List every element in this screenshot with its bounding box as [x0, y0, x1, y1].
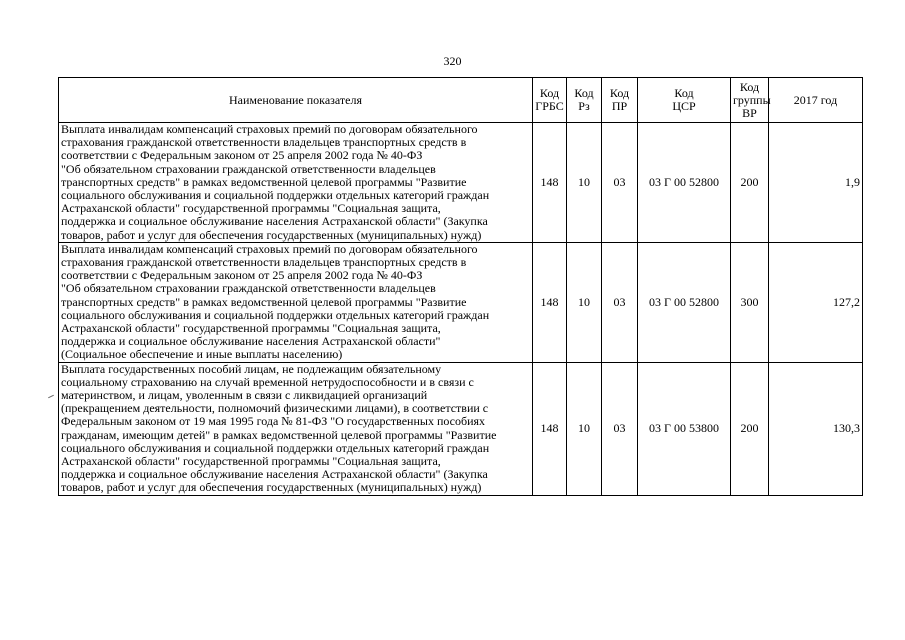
description-line: Астраханской области" государственной программы "Социальная защита,: [61, 321, 441, 336]
row-description: [59, 362, 533, 495]
header-grbs-line: Код: [539, 86, 560, 100]
header-rz-line: Рз: [578, 99, 590, 113]
cell-csr: 03 Г 00 52800: [638, 242, 731, 362]
cell-pr: 03: [602, 362, 638, 495]
description-line: материнством, и лицам, уволенным в связи с ликвидацией организаций: [61, 388, 428, 403]
header-pr-line: Код: [609, 86, 630, 100]
cell-vr: 200: [731, 123, 769, 243]
cell-amount: 127,2: [769, 242, 863, 362]
header-year: 2017 год: [769, 78, 863, 123]
description-line: Астраханской области" государственной программы "Социальная защита,: [61, 201, 441, 216]
description-line: Выплата инвалидам компенсаций страховых премий по договорам обязательного: [61, 241, 478, 256]
cell-vr: 200: [731, 362, 769, 495]
description-line: Выплата инвалидам компенсаций страховых премий по договорам обязательного: [61, 122, 478, 136]
header-vr-line: группы: [733, 92, 771, 107]
table-header-row: [59, 78, 863, 123]
header-csr: [638, 78, 731, 123]
header-vr: [731, 78, 769, 123]
header-csr-line: Код: [674, 86, 694, 100]
cell-amount: 130,3: [769, 362, 863, 495]
description-line: поддержка и социальное обслуживание населения Астраханской области" (Закупка: [61, 467, 488, 482]
header-pr: [602, 78, 638, 123]
header-vr-line: Код: [739, 79, 760, 94]
header-rz: [567, 78, 602, 123]
page-number: 320: [443, 54, 462, 68]
description-line: "Об обязательном страховании гражданской ответственности владельцев: [61, 161, 436, 176]
description-line: социальному страхованию на случай временной нетрудоспособности и в связи с: [61, 374, 474, 389]
description-line: страхования гражданской ответственности владельцев транспортных средств в: [61, 255, 467, 270]
description-line: страхования гражданской ответственности владельцев транспортных средств в: [61, 135, 467, 150]
description-line: (прекращением деятельности, полномочий физическими лицами), в соответствии с: [61, 401, 489, 416]
table-row: [59, 362, 863, 495]
row-description: [59, 242, 533, 362]
cell-rz: 10: [567, 362, 602, 495]
cell-vr: 300: [731, 242, 769, 362]
cell-pr: 03: [602, 123, 638, 243]
description-line: (Социальное обеспечение и иные выплаты населению): [61, 347, 343, 362]
description-line: Выплата государственных пособий лицам, не подлежащим обязательному: [61, 361, 442, 376]
budget-table: [58, 77, 863, 496]
row-description: [59, 123, 533, 243]
cell-csr: 03 Г 00 52800: [638, 123, 731, 243]
description-line: товаров, работ и услуг для обеспечения государственных (муниципальных) нужд): [61, 480, 482, 495]
cell-grbs: 148: [533, 362, 567, 495]
header-grbs-line: ГРБС: [535, 99, 564, 113]
cell-rz: 10: [567, 123, 602, 243]
cell-grbs: 148: [533, 123, 567, 243]
header-name: Наименование показателя: [59, 78, 533, 123]
header-csr-line: ЦСР: [672, 99, 696, 113]
cell-grbs: 148: [533, 242, 567, 362]
header-pr-line: ПР: [611, 99, 628, 113]
description-line: социального обслуживания и социальной поддержки отдельных категорий граждан: [61, 188, 490, 203]
description-line: поддержка и социальное обслуживание населения Астраханской области": [61, 334, 441, 349]
description-line: соответствии с Федеральным законом от 25 апреля 2002 года № 40-ФЗ: [61, 268, 423, 283]
description-line: Федеральным законом от 19 мая 1995 года № 81-ФЗ "О государственных пособиях: [61, 414, 486, 429]
cell-rz: 10: [567, 242, 602, 362]
description-line: "Об обязательном страховании гражданской ответственности владельцев: [61, 281, 436, 296]
table-row: [59, 123, 863, 243]
header-vr-line: ВР: [742, 105, 757, 120]
stray-scan-mark: [48, 395, 54, 398]
description-line: поддержка и социальное обслуживание населения Астраханской области" (Закупка: [61, 214, 488, 229]
cell-pr: 03: [602, 242, 638, 362]
description-line: товаров, работ и услуг для обеспечения государственных (муниципальных) нужд): [61, 227, 482, 242]
header-grbs: [533, 78, 567, 123]
cell-csr: 03 Г 00 53800: [638, 362, 731, 495]
description-line: Астраханской области" государственной программы "Социальная защита,: [61, 454, 441, 469]
description-line: гражданам, имеющим детей" в рамках ведомственной целевой программы "Развитие: [61, 427, 497, 442]
header-rz-line: Код: [574, 86, 594, 100]
description-line: социального обслуживания и социальной поддержки отдельных категорий граждан: [61, 440, 490, 455]
description-line: транспортных средств" в рамках ведомственной целевой программы "Развитие: [61, 174, 467, 189]
description-line: социального обслуживания и социальной поддержки отдельных категорий граждан: [61, 307, 490, 322]
description-line: транспортных средств" в рамках ведомственной целевой программы "Развитие: [61, 294, 467, 309]
cell-amount: 1,9: [769, 123, 863, 243]
description-line: соответствии с Федеральным законом от 25 апреля 2002 года № 40-ФЗ: [61, 148, 423, 163]
table-row: [59, 242, 863, 362]
